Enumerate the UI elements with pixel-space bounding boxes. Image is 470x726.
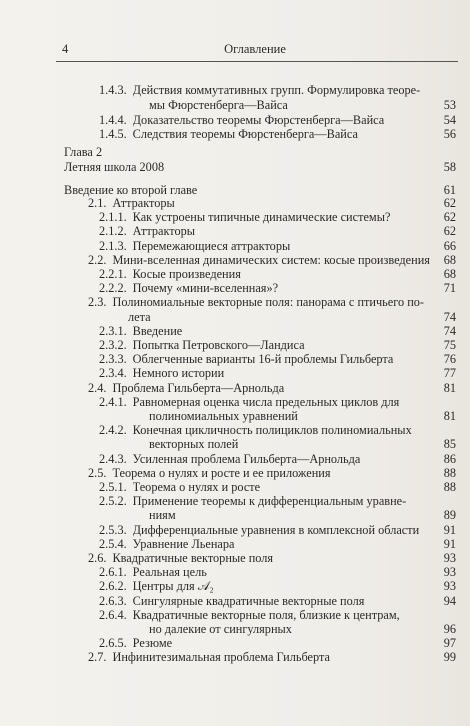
toc-line xyxy=(99,636,456,651)
toc-number: 2.5. xyxy=(88,465,107,480)
toc-number: 2.3.3. xyxy=(99,352,127,367)
toc-page-number: 88 xyxy=(443,465,456,480)
toc-title: Теорема о нулях и росте и ее приложения xyxy=(112,465,331,480)
toc-number: 2.2.1. xyxy=(99,267,127,281)
toc-page-number: 68 xyxy=(443,267,456,281)
toc-line xyxy=(99,423,456,438)
toc-title: Облегченные варианты 16-й проблемы Гильберта xyxy=(132,352,394,367)
toc-page-number: 97 xyxy=(443,636,456,651)
toc-number: 2.6. xyxy=(88,551,107,565)
toc-page-number: 91 xyxy=(443,522,456,537)
toc-line xyxy=(88,551,456,566)
toc-line xyxy=(99,324,456,339)
toc-page-number: 54 xyxy=(443,113,456,127)
toc-title: Летняя школа 2008 xyxy=(64,160,165,174)
toc-number: 2.4.3. xyxy=(99,451,127,466)
toc-line xyxy=(99,537,456,552)
toc-title: Аттракторы xyxy=(132,224,196,239)
toc-page-number: 61 xyxy=(443,183,456,197)
toc-line xyxy=(149,98,456,113)
toc-line xyxy=(149,508,456,523)
toc-title: мы Фюрстенберга—Вайса xyxy=(149,98,288,112)
toc-number: 2.1.2. xyxy=(99,224,127,239)
toc-title: но далекие от сингулярных xyxy=(149,622,292,636)
toc-page-number: 81 xyxy=(443,409,456,423)
toc-number: 2.5.3. xyxy=(99,522,127,537)
toc-number: 2.2. xyxy=(88,252,107,267)
toc-page-number: 94 xyxy=(443,593,456,608)
toc-title: Как устроены типичные динамические системы? xyxy=(132,210,391,225)
toc-page-number: 66 xyxy=(443,238,456,253)
toc-title: Введение ко второй главе xyxy=(64,183,198,197)
toc-line xyxy=(99,366,456,381)
toc-page-number: 62 xyxy=(443,224,456,239)
toc-number: 2.5.4. xyxy=(99,536,127,551)
toc-title: Усиленная проблема Гильберта—Арнольда xyxy=(132,451,361,466)
toc-line xyxy=(99,267,456,282)
toc-title: полиномиальных уравнений xyxy=(149,409,298,423)
toc-title: Попытка Петровского—Ландиса xyxy=(132,338,305,352)
toc-line xyxy=(99,281,456,296)
toc-title: Уравнение Льенара xyxy=(132,536,235,551)
toc-title: Квадратичные векторные поля xyxy=(112,551,274,565)
toc-title: Следствия теоремы Фюрстенберга—Вайса xyxy=(132,127,358,141)
toc-page-number: 76 xyxy=(443,352,456,367)
toc-title: Проблема Гильберта—Арнольда xyxy=(112,380,285,395)
toc-title: Введение xyxy=(132,323,183,338)
toc-line xyxy=(99,594,456,609)
toc-page-number: 53 xyxy=(443,98,456,112)
toc-page-number: 71 xyxy=(443,281,456,296)
toc-page-number: 93 xyxy=(443,551,456,565)
toc-page-number: 99 xyxy=(443,650,456,665)
toc-number: 2.6.3. xyxy=(99,593,127,608)
toc-number: 2.4.2. xyxy=(99,423,127,438)
toc-title: Резюме xyxy=(132,636,173,651)
toc-line xyxy=(99,83,456,98)
toc-title: Почему «мини-вселенная»? xyxy=(132,281,279,296)
toc-line xyxy=(99,395,456,410)
toc-page-number: 88 xyxy=(443,480,456,494)
toc-line xyxy=(88,295,456,310)
toc-page-number: 85 xyxy=(443,437,456,452)
toc-number: 2.3.4. xyxy=(99,366,127,381)
toc-page-number: 77 xyxy=(443,366,456,381)
toc-line xyxy=(99,352,456,367)
toc-line xyxy=(149,622,456,637)
toc-number: 1.4.4. xyxy=(99,113,127,127)
toc-page-number: 58 xyxy=(443,160,456,174)
toc-title: Применение теоремы к дифференциальным уравне- xyxy=(132,494,407,509)
toc-line xyxy=(99,565,456,580)
toc-line xyxy=(99,224,456,239)
toc-page-number: 56 xyxy=(443,127,456,141)
page-number: 4 xyxy=(62,42,69,56)
toc-line xyxy=(99,113,456,128)
toc-line xyxy=(88,650,456,665)
toc-title: лета xyxy=(128,309,151,324)
toc-page-number: 62 xyxy=(443,196,456,210)
toc-title: Квадратичные векторные поля, близкие к центрам, xyxy=(132,607,400,622)
toc-number: 2.6.4. xyxy=(99,607,127,622)
toc-title: Действия коммутативных групп. Формулировка теоре- xyxy=(132,83,421,97)
toc-number: 2.1.3. xyxy=(99,238,127,253)
toc-number: 2.6.2. xyxy=(99,579,127,594)
toc-page-number: 74 xyxy=(443,323,456,338)
toc-line xyxy=(99,239,456,254)
toc-number: 2.1.1. xyxy=(99,210,127,225)
toc-title: Теорема о нулях и росте xyxy=(132,480,261,494)
chapter-label: Глава 2 xyxy=(64,145,103,159)
toc-page-number: 68 xyxy=(443,252,456,267)
toc-line xyxy=(99,579,456,594)
toc-title: Инфинитезимальная проблема Гильберта xyxy=(112,650,330,665)
toc-title: Мини-вселенная динамических систем: косые произведения xyxy=(112,252,430,267)
toc-title: Перемежающиеся аттракторы xyxy=(132,238,291,253)
toc-number: 2.3. xyxy=(88,295,107,310)
toc-title: Конечная цикличность полициклов полиномиальных xyxy=(132,423,412,438)
toc-line xyxy=(99,127,456,142)
toc-line xyxy=(64,160,456,175)
toc-line xyxy=(99,608,456,623)
toc-line xyxy=(149,437,456,452)
toc-number: 2.3.1. xyxy=(99,323,127,338)
toc-line xyxy=(99,452,456,467)
toc-page-number: 93 xyxy=(443,565,456,580)
toc-number: 2.3.2. xyxy=(99,338,127,352)
toc-line xyxy=(88,381,456,396)
page-title: Оглавление xyxy=(224,42,286,56)
toc-title: Центры для 𝒜₂ xyxy=(132,579,214,594)
toc-line xyxy=(99,480,456,495)
toc-line xyxy=(99,523,456,538)
toc-number: 2.5.2. xyxy=(99,494,127,509)
toc-page-number: 75 xyxy=(443,338,456,352)
toc-title: Полиномиальные векторные поля: панорама с птичьего по- xyxy=(112,295,425,310)
toc-line xyxy=(99,210,456,225)
toc-page-number: 96 xyxy=(443,622,456,636)
toc-number: 2.6.5. xyxy=(99,636,127,651)
toc-number: 1.4.5. xyxy=(99,127,127,141)
toc-title: Аттракторы xyxy=(112,196,175,210)
toc-title: Сингулярные квадратичные векторные поля xyxy=(132,593,365,608)
toc-page-number: 86 xyxy=(443,451,456,466)
toc-number: 2.6.1. xyxy=(99,565,127,580)
toc-number: 2.7. xyxy=(88,650,107,665)
toc-page-number: 81 xyxy=(443,380,456,395)
toc-title: Дифференциальные уравнения в комплексной области xyxy=(132,522,420,537)
toc-line xyxy=(88,196,456,211)
toc-page-number: 74 xyxy=(443,309,456,324)
toc-number: 2.4. xyxy=(88,380,107,395)
toc-page-number: 93 xyxy=(443,579,456,594)
toc-title: Доказательство теоремы Фюрстенберга—Вайса xyxy=(132,113,385,127)
toc-number: 2.1. xyxy=(88,196,107,210)
toc-title: ниям xyxy=(149,508,176,523)
toc-line xyxy=(128,310,456,325)
toc-title: Косые произведения xyxy=(132,267,241,281)
toc-number: 2.2.2. xyxy=(99,281,127,296)
toc-title: векторных полей xyxy=(149,437,239,452)
toc-line xyxy=(88,253,456,268)
toc-line xyxy=(99,494,456,509)
toc-title: Немного истории xyxy=(132,366,225,381)
toc-number: 2.5.1. xyxy=(99,480,127,494)
toc-line xyxy=(88,466,456,481)
toc-title: Равномерная оценка числа предельных циклов для xyxy=(132,394,400,409)
toc-page-number: 89 xyxy=(443,508,456,523)
toc-line xyxy=(149,409,456,424)
toc-number: 2.4.1. xyxy=(99,394,127,409)
toc-title: Реальная цель xyxy=(132,565,207,580)
toc-page-number: 91 xyxy=(443,536,456,551)
toc-page-number: 62 xyxy=(443,210,456,225)
toc-line xyxy=(99,338,456,353)
toc-number: 1.4.3. xyxy=(99,83,127,97)
